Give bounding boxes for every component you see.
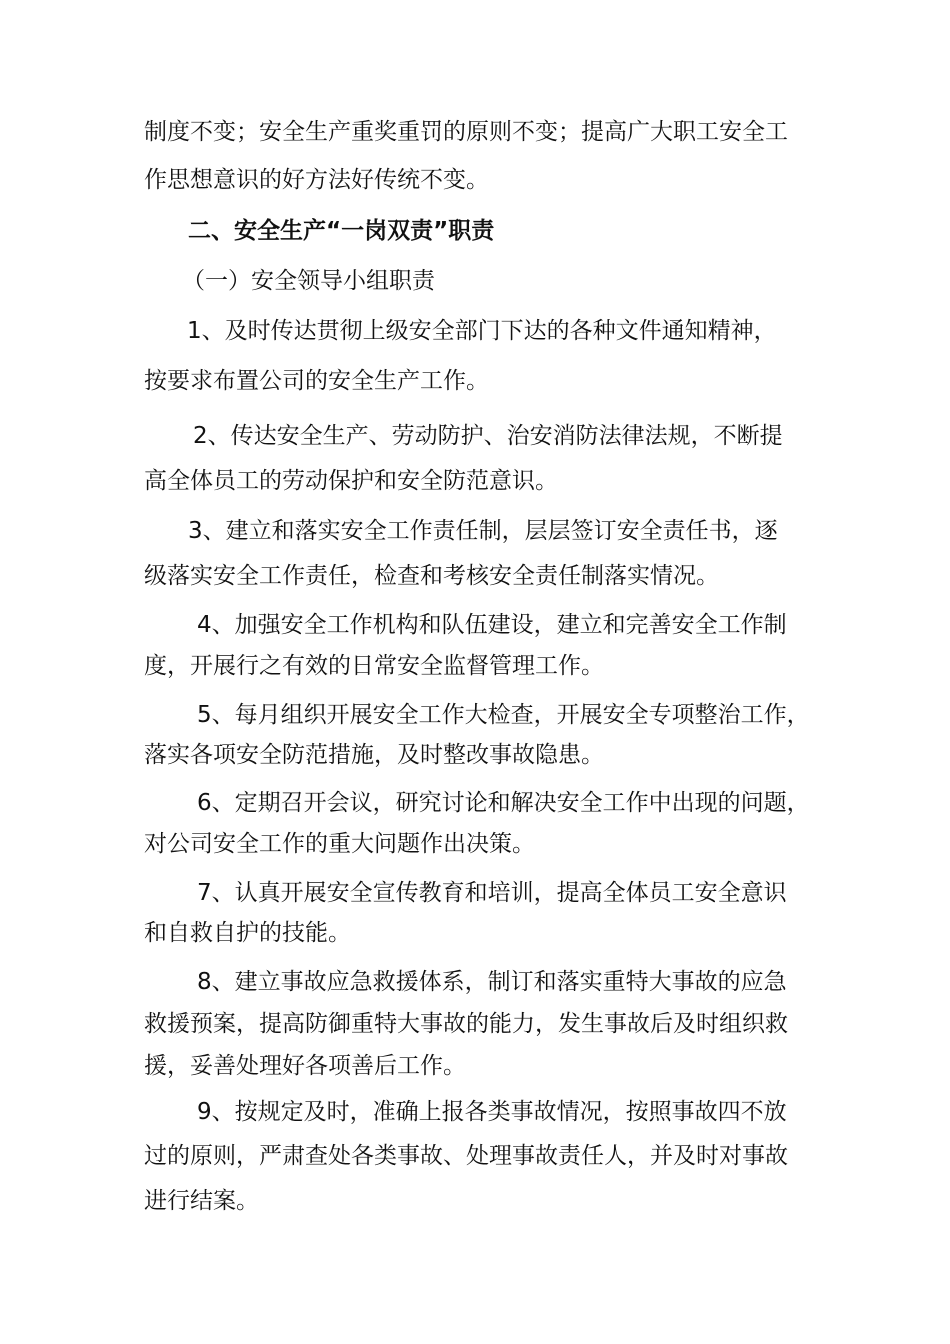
list-item-line: 落实各项安全防范措施，及时整改事故隐患。 bbox=[144, 742, 604, 768]
paragraph-line: 制度不变；安全生产重奖重罚的原则不变；提高广大职工安全工 bbox=[144, 119, 788, 145]
list-item-line: 过的原则，严肃查处各类事故、处理事故责任人，并及时对事故 bbox=[144, 1143, 788, 1169]
list-item-line: 高全体员工的劳动保护和安全防范意识。 bbox=[144, 468, 558, 494]
subsection-heading: （一）安全领导小组职责 bbox=[182, 268, 435, 294]
list-item-line: 援，妥善处理好各项善后工作。 bbox=[144, 1053, 466, 1079]
list-item-line: 度，开展行之有效的日常安全监督管理工作。 bbox=[144, 653, 604, 679]
list-item-line: 1、及时传达贯彻上级安全部门下达的各种文件通知精神， bbox=[187, 318, 777, 344]
list-item-line: 8、建立事故应急救援体系，制订和落实重特大事故的应急 bbox=[197, 969, 787, 995]
list-item-line: 7、认真开展安全宣传教育和培训，提高全体员工安全意识 bbox=[197, 880, 787, 906]
section-heading: 二、安全生产“一岗双责”职责 bbox=[188, 218, 495, 244]
list-item-line: 救援预案，提高防御重特大事故的能力，发生事故后及时组织救 bbox=[144, 1011, 788, 1037]
list-item-line: 5、每月组织开展安全工作大检查，开展安全专项整治工作， bbox=[197, 702, 810, 728]
list-item-line: 进行结案。 bbox=[144, 1188, 259, 1214]
list-item-line: 4、加强安全工作机构和队伍建设，建立和完善安全工作制 bbox=[197, 612, 787, 638]
list-item-line: 2、传达安全生产、劳动防护、治安消防法律法规，不断提 bbox=[193, 423, 783, 449]
list-item-line: 级落实安全工作责任，检查和考核安全责任制落实情况。 bbox=[144, 563, 719, 589]
list-item-line: 6、定期召开会议，研究讨论和解决安全工作中出现的问题， bbox=[197, 790, 810, 816]
list-item-line: 和自救自护的技能。 bbox=[144, 920, 351, 946]
paragraph-line: 作思想意识的好方法好传统不变。 bbox=[144, 167, 489, 193]
list-item-line: 3、建立和落实安全工作责任制，层层签订安全责任书，逐 bbox=[188, 518, 778, 544]
list-item-line: 9、按规定及时，准确上报各类事故情况，按照事故四不放 bbox=[197, 1099, 787, 1125]
list-item-line: 按要求布置公司的安全生产工作。 bbox=[144, 368, 489, 394]
list-item-line: 对公司安全工作的重大问题作出决策。 bbox=[144, 831, 535, 857]
